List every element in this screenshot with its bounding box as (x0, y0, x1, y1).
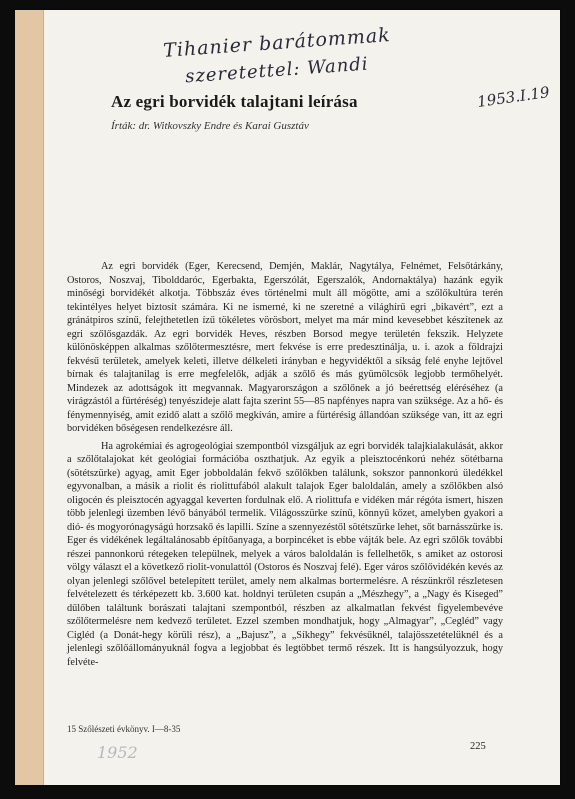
document-page (15, 10, 560, 785)
handwritten-date: 1953.I.19 (476, 83, 551, 111)
handwritten-dedication-line2: szeretettel: Wandi (184, 53, 370, 88)
body-paragraph-2: Ha agrokémiai és agrogeológiai szempontból vizsgáljuk az egri borvidék talajkialakulását, akkor a szőlőtalajokat két geológiai formációba oszthatjuk. Az egyik a pleisztocénkorú nehéz sötétbarna (sötétszürke) agyag, amit Eger jobboldalán fekvő szőlőkben találunk, sokszor pannonkorú üledékkel egyvonalban, a másik a riolit és riolittufából alakult talajok Eger baloldalán, amely a szőlőkben alsó oligocén és pleisztocén agyaggal keverten fordulnak elő. A riolittufa e vidéken már régóta ismert, hiszen több jelenlegi üzemben lévő bányából termelik. Világosszürke színű, könnyű kőzet, amelyben gyakori a dió- és mogyorónagyságú horzsakő és lapilli. Színe a szennyezéstől sötétszürke lehet, sőt barnásszürke is. Eger és vidékének legáltalánosabb építőanyaga, a borpincéket is ebbe vájták bele. Az egri szőlők további részei pannonkorú rétegeken települnek, melyek a város baloldalán is fellelhetők, s amiket az ostorosi völgy választ el a következő riolit-vonulattól (Ostoros és Noszvaj felé). Eger város szőlővidékén kevés az olyan jelenlegi szőlővel betelepített terület, amely nem alkalmas bortermelésre. A részünkről részletesen felvételezett és térképezett kb. 3.600 kat. holdnyi területen csupán a „Mészhegy”, a „Nagy és Kiseged” dűlőben találtunk borászati talajtani szempontból, részben az alkalmatlan fekvést figyelembevéve szőlőtermelésre nem kedvező területet. Ezzel szemben mondhatjuk, hogy „Almagyar”, „Cegléd” vagy Cigléd (a Donát-hegy körüli rész), a „Bajusz”, a „Síkhegy” fekvésűknél, talajösszetételüknél és a jelenlegi szőlőállományuknál fogva a legjobbat és legtöbbet termő részek. Itt is hangsúlyozzuk, hogy felvéte- (67, 440, 503, 668)
signature-mark: 15 Szőlészeti évkönyv. I—8-35 (67, 724, 181, 734)
article-body (67, 260, 503, 669)
binding-strip (15, 10, 44, 785)
article-authors: Írták: dr. Witkovszky Endre és Karai Gusztáv (111, 120, 309, 132)
handwritten-dedication-line1: Tihanier barátommak (162, 24, 392, 62)
body-paragraph-1: Az egri borvidék (Eger, Kerecsend, Demjén, Maklár, Nagytálya, Felnémet, Felsőtárkány, Ostoros, Noszvaj, Tibolddaróc, Egerbakta, Egerszólát, Egerszalók, Andornaktálya) hazánk egyik minőségi borvidékét alkotja. Többszáz éves történelmi mult áll mögötte, ami a szőlőkultúra terén tekintélyes helyet biztosít számára. Ki ne ismerné, ki ne szeretné a világhírű egri „bikavért”, ezt a gránátpiros színű, felejthetetlen ízű tökéletes vörösbort, melyet ma már mind kevesebbet készítenek az egri szőlősgazdák. Az egri borvidék Heves, részben Borsod megye területén fekszik. Helyzete különösképpen alkalmas szőlőtermesztésre, mert fekvése is erre predesztinálja, u. i. azok a földrajzi fekvésű területek, amelyek keleti, illetve délkeleti irányban e hegyvidéktől a síkság felé enyhe lejtővel bírnak és talajtanilag is erre megfelelők, adják a szőlő és más gyümölcsök legjobb termőhelyét. Mindezek az adottságok itt megvannak. Magyarországon a szőlőnek a jó beérettség eléréséhez (a virágzástól a fürtéréség) tenyészideje alatt fajta szerint 55—85 napfényes napra van szüksége. Az a hő- és fénymennyiség, amit ezidő alatt a szőlő megkíván, amire a fürtérésig állandóan szüksége van, itt az egri borvidéken bőségesen rendelkezésre áll. (67, 261, 503, 434)
page-number: 225 (470, 741, 486, 752)
handwritten-year: 1952 (97, 743, 138, 762)
article-title: Az egri borvidék talajtani leírása (111, 92, 358, 111)
